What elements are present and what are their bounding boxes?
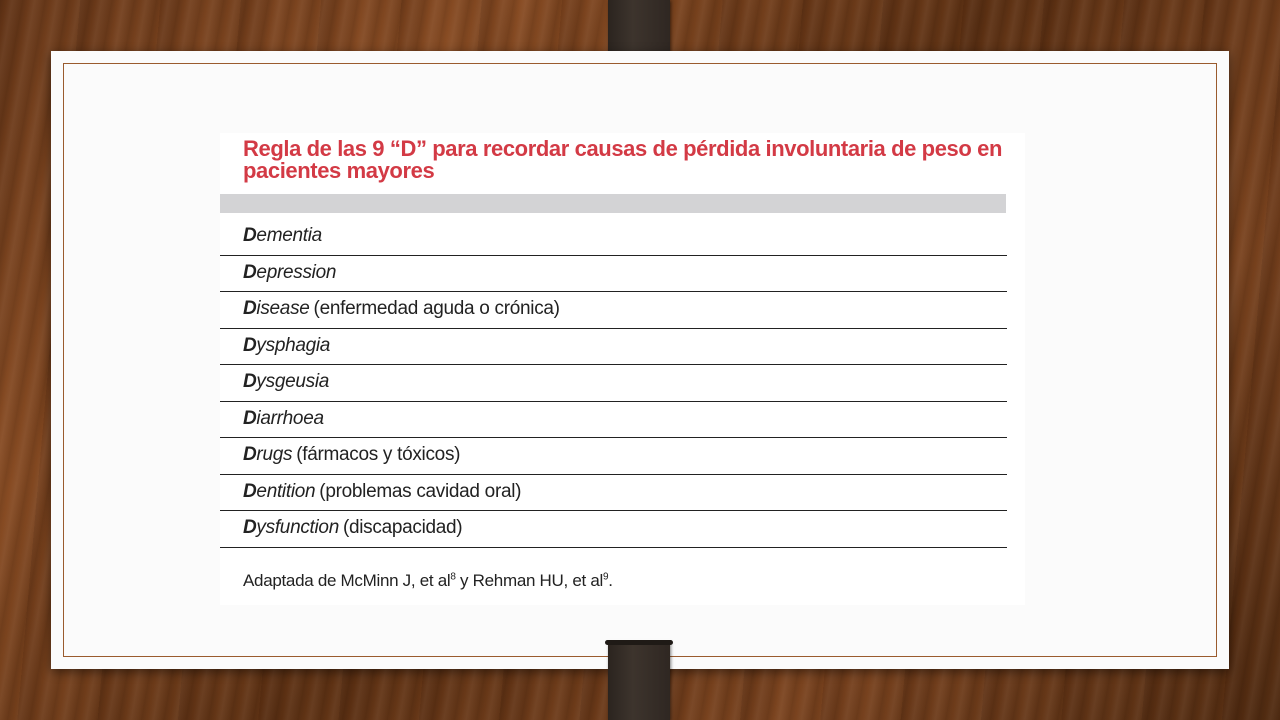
list-item	[220, 402, 1007, 439]
binder-clip-bottom	[608, 642, 670, 720]
row-initial: D	[243, 407, 257, 429]
row-detail: (problemas cavidad oral)	[319, 480, 522, 502]
row-term: ysgeusia	[256, 371, 330, 392]
table-image	[220, 133, 1025, 605]
row-term: ementia	[256, 225, 322, 246]
row-detail: (discapacidad)	[342, 517, 463, 538]
d-rule-list	[220, 219, 1007, 548]
list-item	[220, 329, 1007, 366]
row-initial: D	[243, 371, 257, 392]
row-initial: D	[243, 261, 257, 283]
footnote-text: .	[608, 571, 613, 590]
row-term: iarrhoea	[256, 407, 324, 429]
header-band	[220, 194, 1006, 213]
footnote-text: y Rehman HU, et al	[455, 571, 603, 590]
source-footnote	[243, 571, 613, 591]
row-term: entition	[256, 480, 316, 502]
row-term: epression	[256, 261, 337, 283]
row-initial: D	[243, 298, 257, 319]
list-item	[220, 292, 1007, 329]
row-initial: D	[243, 334, 257, 356]
list-item	[220, 256, 1007, 293]
list-item	[220, 219, 1007, 256]
list-item	[220, 475, 1007, 512]
footnote-ref: 8	[450, 571, 456, 583]
footnote-ref: 9	[602, 571, 609, 583]
row-detail: (fármacos y tóxicos)	[296, 444, 461, 465]
list-item	[220, 438, 1007, 475]
row-initial: D	[243, 517, 257, 538]
row-term: isease	[256, 298, 310, 319]
row-detail: (enfermedad aguda o crónica)	[313, 298, 560, 319]
table-title: Regla de las 9 “D” para recordar causas de pérdida involuntaria de peso en pacientes mayores	[243, 136, 1003, 183]
row-term: rugs	[256, 444, 293, 465]
row-term: ysfunction	[256, 517, 339, 538]
row-initial: D	[243, 225, 257, 246]
list-item	[220, 511, 1007, 548]
row-initial: D	[243, 480, 257, 502]
footnote-text: Adaptada de McMinn J, et al	[243, 571, 451, 590]
list-item	[220, 365, 1007, 402]
row-initial: D	[243, 444, 257, 465]
row-term: ysphagia	[256, 334, 331, 356]
